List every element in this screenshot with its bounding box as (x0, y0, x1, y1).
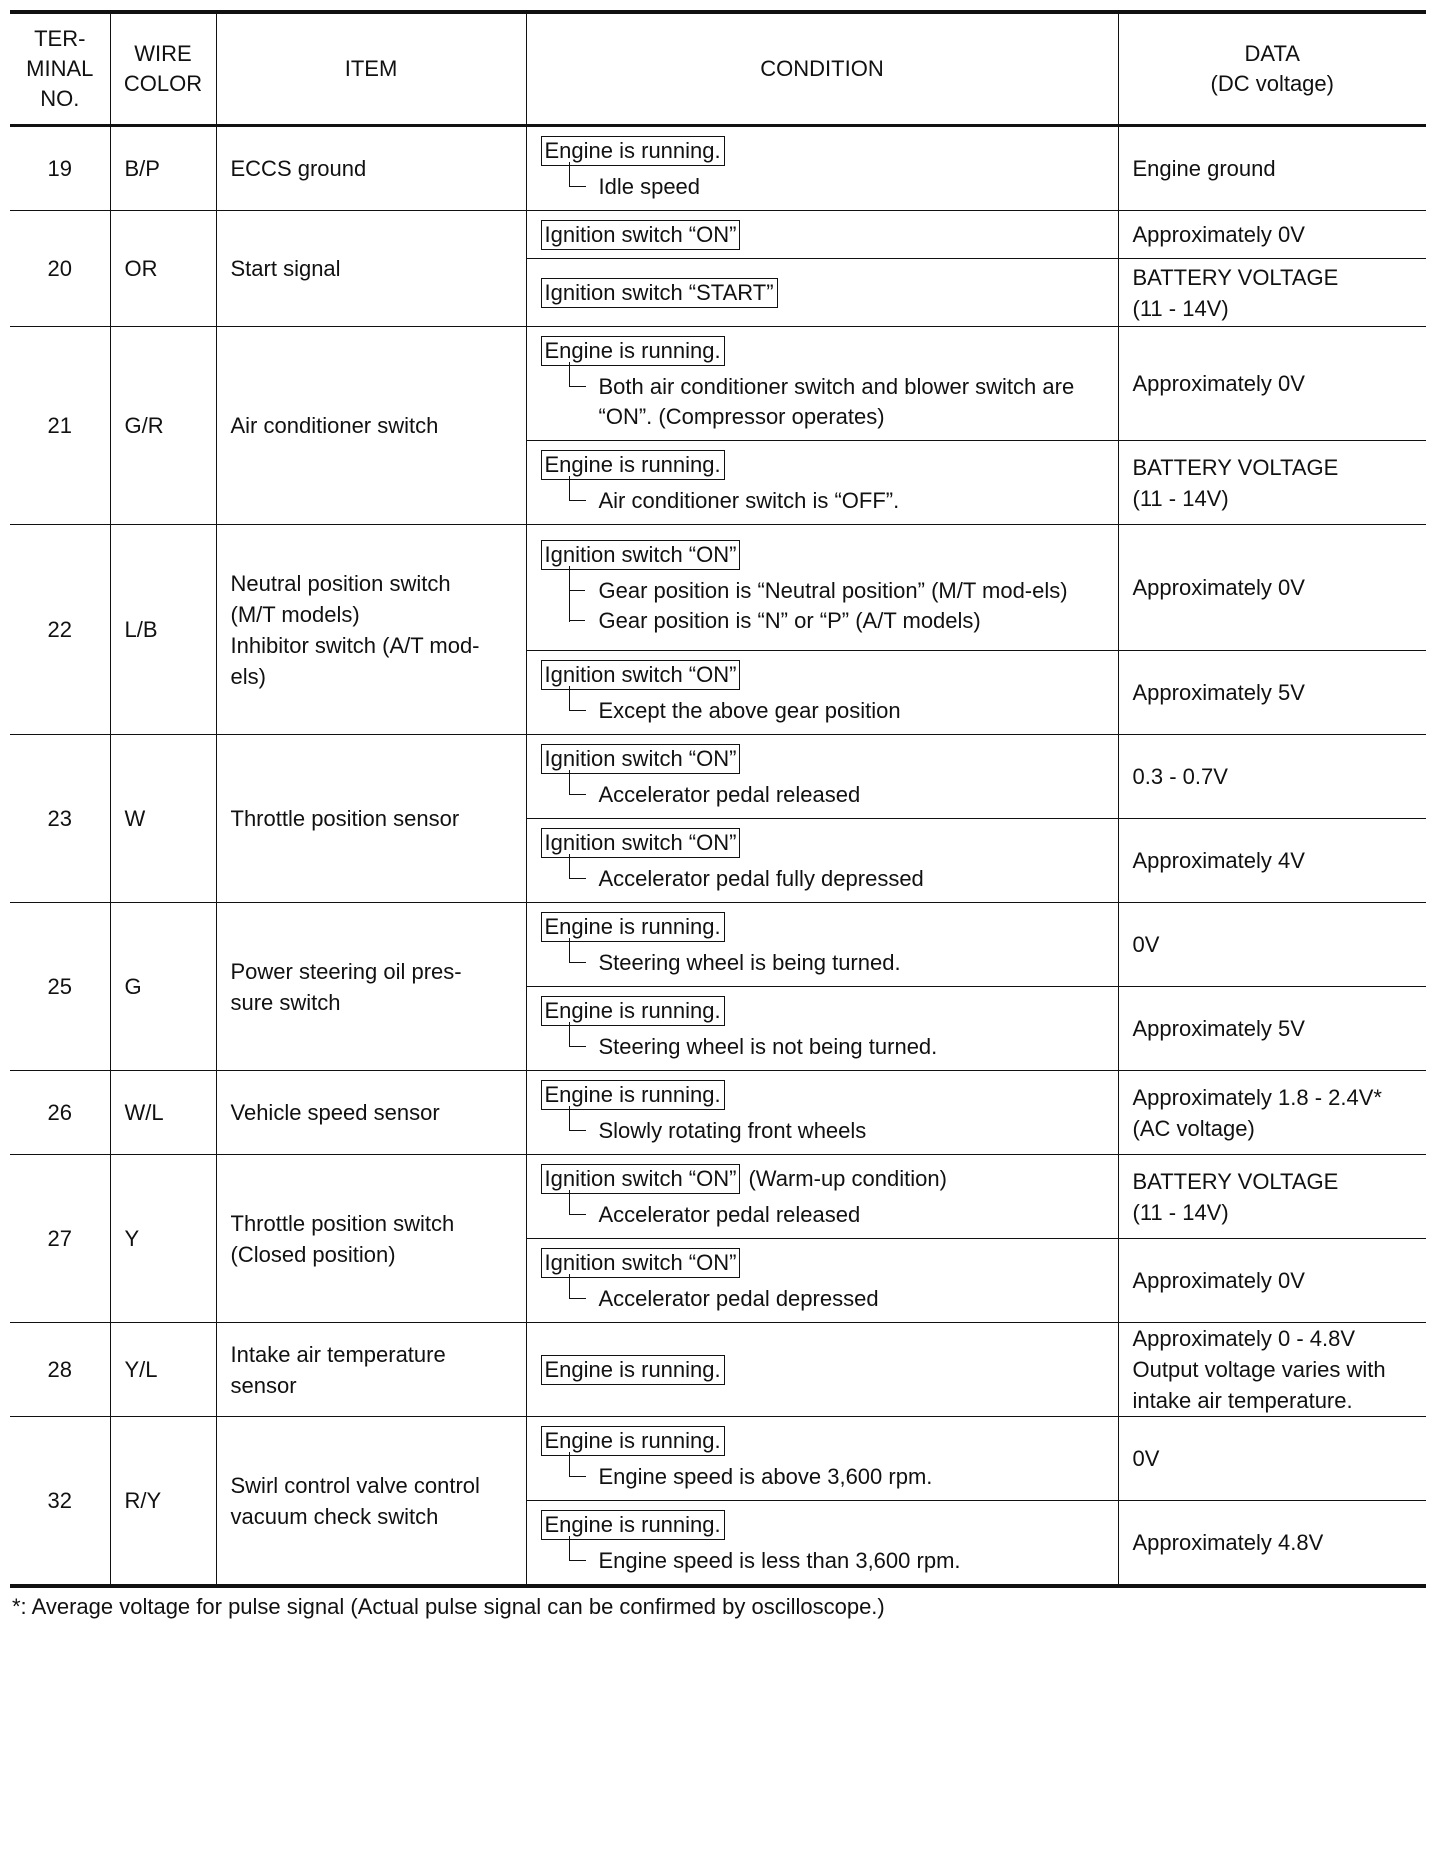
item-line: Start signal (230, 256, 341, 281)
data-cell (1118, 1071, 1426, 1155)
condition-head (541, 277, 1108, 308)
data-cell (1118, 1501, 1426, 1587)
condition-cell (526, 651, 1118, 735)
header-terminal (10, 12, 110, 126)
condition-subitems (569, 1546, 1108, 1576)
item-cell (216, 1155, 526, 1323)
item-cell (216, 211, 526, 327)
table-row (10, 327, 1426, 441)
data-cell (1118, 903, 1426, 987)
terminal-number: 22 (10, 525, 110, 735)
condition-subitem: Except the above gear position (569, 696, 1108, 726)
condition-head (541, 911, 1108, 942)
item-cell (216, 126, 526, 211)
table-row (10, 126, 1426, 211)
condition-box: Engine is running. (541, 912, 725, 942)
data-cell (1118, 1417, 1426, 1501)
data-line: BATTERY VOLTAGE (1132, 1168, 1339, 1194)
condition-cell (526, 441, 1118, 525)
item-line: Swirl control valve control (230, 1472, 480, 1498)
condition-box: Ignition switch “ON” (541, 540, 741, 570)
condition-subitem: Accelerator pedal fully depressed (569, 864, 1108, 894)
condition-box: Ignition switch “ON” (541, 1164, 741, 1194)
header-row (10, 12, 1426, 126)
condition-cell (526, 1501, 1118, 1587)
wire-color: G (110, 903, 216, 1071)
item-line: vacuum check switch (230, 1503, 439, 1529)
item-line: Throttle position sensor (230, 806, 460, 831)
data-line: 0V (1132, 932, 1160, 957)
condition-subitem: Air conditioner switch is “OFF”. (569, 486, 1108, 516)
table-row (10, 903, 1426, 987)
condition-subitem: Slowly rotating front wheels (569, 1116, 1108, 1146)
item-line: Neutral position switch (230, 570, 451, 596)
condition-subitem: Steering wheel is being turned. (569, 948, 1108, 978)
data-cell (1118, 126, 1426, 211)
item-line: Vehicle speed sensor (230, 1100, 440, 1125)
condition-head (541, 743, 1108, 774)
item-line: (M/T models) (230, 601, 360, 627)
header-condition-label: CONDITION (760, 56, 884, 81)
wire-color: W/L (110, 1071, 216, 1155)
condition-cell (526, 211, 1118, 259)
condition-box: Engine is running. (541, 1355, 725, 1385)
condition-head (541, 827, 1108, 858)
condition-subitems (569, 1116, 1108, 1146)
condition-subitem: Idle speed (569, 172, 1108, 202)
condition-cell (526, 525, 1118, 651)
terminal-number: 32 (10, 1417, 110, 1587)
data-line: Approximately 0V (1132, 575, 1305, 600)
table-row (10, 735, 1426, 819)
data-line: Approximately 5V (1132, 680, 1305, 705)
condition-box: Engine is running. (541, 450, 725, 480)
condition-box: Ignition switch “START” (541, 278, 778, 308)
data-line: (11 - 14V) (1132, 295, 1229, 321)
condition-head (541, 1425, 1108, 1456)
condition-box: Ignition switch “ON” (541, 660, 741, 690)
data-line: (11 - 14V) (1132, 485, 1229, 511)
wire-color: Y (110, 1155, 216, 1323)
header-data (1118, 12, 1426, 126)
item-cell (216, 1323, 526, 1417)
terminal-number: 28 (10, 1323, 110, 1417)
table-row (10, 1323, 1426, 1417)
header-condition (526, 12, 1118, 126)
data-line: (AC voltage) (1132, 1115, 1255, 1141)
data-line: Engine ground (1132, 156, 1276, 181)
data-cell (1118, 211, 1426, 259)
condition-subitems (569, 486, 1108, 516)
condition-head (541, 449, 1108, 480)
item-line: Intake air temperature (230, 1341, 446, 1367)
item-cell (216, 903, 526, 1071)
item-line: (Closed position) (230, 1241, 396, 1267)
data-line: Approximately 0V (1132, 222, 1305, 247)
item-cell (216, 327, 526, 525)
condition-cell (526, 327, 1118, 441)
condition-box: Engine is running. (541, 336, 725, 366)
condition-head (541, 1509, 1108, 1540)
condition-subitem: Steering wheel is not being turned. (569, 1032, 1108, 1062)
data-cell (1118, 441, 1426, 525)
condition-head (541, 1354, 1108, 1385)
header-wire-line: WIRE (134, 41, 192, 66)
header-wire-line: COLOR (123, 71, 203, 96)
header-terminal-line: MINAL (26, 56, 94, 81)
header-terminal-line: NO. (40, 86, 80, 111)
item-line: sensor (230, 1372, 297, 1398)
header-item (216, 12, 526, 126)
data-cell (1118, 525, 1426, 651)
item-cell (216, 1071, 526, 1155)
condition-subitems (569, 948, 1108, 978)
condition-subitem: Accelerator pedal released (569, 780, 1108, 810)
condition-cell (526, 1417, 1118, 1501)
terminal-number: 19 (10, 126, 110, 211)
wire-color: G/R (110, 327, 216, 525)
condition-subitems (569, 172, 1108, 202)
item-line: sure switch (230, 989, 341, 1015)
terminal-number: 26 (10, 1071, 110, 1155)
terminal-number: 21 (10, 327, 110, 525)
condition-cell (526, 126, 1118, 211)
table-row (10, 211, 1426, 259)
wire-color: B/P (110, 126, 216, 211)
condition-box: Engine is running. (541, 136, 725, 166)
condition-cell (526, 987, 1118, 1071)
item-line: Throttle position switch (230, 1210, 455, 1236)
data-cell (1118, 259, 1426, 327)
condition-head (541, 659, 1108, 690)
header-terminal-line: TER- (34, 26, 86, 51)
condition-cell (526, 1239, 1118, 1323)
condition-box: Ignition switch “ON” (541, 1248, 741, 1278)
condition-subitem: Engine speed is less than 3,600 rpm. (569, 1546, 1108, 1576)
data-line: Approximately 4V (1132, 848, 1305, 873)
condition-head (541, 1079, 1108, 1110)
item-line: els) (230, 663, 266, 689)
condition-cell (526, 259, 1118, 327)
header-data-line: (DC voltage) (1210, 71, 1334, 96)
condition-head (541, 135, 1108, 166)
condition-box: Ignition switch “ON” (541, 220, 741, 250)
condition-box: Engine is running. (541, 996, 725, 1026)
table-row (10, 525, 1426, 651)
condition-subitems (569, 696, 1108, 726)
data-line: 0.3 - 0.7V (1132, 764, 1228, 789)
item-cell (216, 525, 526, 735)
table-row (10, 1417, 1426, 1501)
condition-cell (526, 735, 1118, 819)
condition-box: Ignition switch “ON” (541, 744, 741, 774)
wire-color: OR (110, 211, 216, 327)
condition-subitem: Engine speed is above 3,600 rpm. (569, 1462, 1108, 1492)
item-line: Power steering oil pres- (230, 958, 462, 984)
data-line: Approximately 0V (1132, 1268, 1305, 1293)
data-line: Approximately 5V (1132, 1016, 1305, 1041)
data-line: (11 - 14V) (1132, 1199, 1229, 1225)
footnote: *: Average voltage for pulse signal (Actual pulse signal can be confirmed by oscilloscope.) (12, 1594, 885, 1619)
terminal-number: 20 (10, 211, 110, 327)
condition-cell (526, 1155, 1118, 1239)
data-line: intake air temperature. (1132, 1388, 1353, 1413)
condition-head (541, 995, 1108, 1026)
condition-subitem: Gear position is “Neutral position” (M/T mod-els) (569, 576, 1108, 606)
data-cell (1118, 651, 1426, 735)
condition-subitems (569, 1462, 1108, 1492)
condition-head (541, 1247, 1108, 1278)
condition-cell (526, 903, 1118, 987)
terminal-number: 23 (10, 735, 110, 903)
condition-subitem: Accelerator pedal depressed (569, 1284, 1108, 1314)
data-line: Output voltage varies with (1132, 1357, 1386, 1382)
condition-box: Ignition switch “ON” (541, 828, 741, 858)
condition-box: Engine is running. (541, 1510, 725, 1540)
table-row (10, 1071, 1426, 1155)
terminal-number: 25 (10, 903, 110, 1071)
data-cell (1118, 1323, 1426, 1417)
condition-head (541, 335, 1108, 366)
wire-color: L/B (110, 525, 216, 735)
condition-box: Engine is running. (541, 1080, 725, 1110)
item-line: ECCS ground (230, 156, 367, 181)
table-row (10, 1155, 1426, 1239)
condition-subitems (569, 576, 1108, 636)
item-line: Inhibitor switch (A/T mod- (230, 632, 480, 658)
data-line: 0V (1132, 1446, 1160, 1471)
data-line: BATTERY VOLTAGE (1132, 264, 1339, 290)
data-cell (1118, 735, 1426, 819)
terminal-number: 27 (10, 1155, 110, 1323)
data-cell (1118, 987, 1426, 1071)
condition-subitems (569, 780, 1108, 810)
wire-color: Y/L (110, 1323, 216, 1417)
data-cell (1118, 1239, 1426, 1323)
header-wire-color (110, 12, 216, 126)
condition-head (541, 539, 1108, 570)
data-line: Approximately 1.8 - 2.4V* (1132, 1084, 1382, 1110)
table-body (10, 126, 1426, 1587)
condition-subitem: Gear position is “N” or “P” (A/T models) (569, 606, 1108, 636)
condition-cell (526, 1323, 1118, 1417)
data-line: BATTERY VOLTAGE (1132, 454, 1339, 480)
data-cell (1118, 819, 1426, 903)
data-line: Approximately 0V (1132, 371, 1305, 396)
condition-subitem: Both air conditioner switch and blower switch are “ON”. (Compressor operates) (569, 372, 1108, 432)
condition-subitems (569, 864, 1108, 894)
item-cell (216, 735, 526, 903)
wire-color: R/Y (110, 1417, 216, 1587)
wire-color: W (110, 735, 216, 903)
data-line: Approximately 4.8V (1132, 1530, 1324, 1555)
condition-cell (526, 819, 1118, 903)
condition-subitem: Accelerator pedal released (569, 1200, 1108, 1230)
condition-subitems (569, 1284, 1108, 1314)
condition-subitems (569, 372, 1108, 432)
item-line: Air conditioner switch (230, 413, 439, 438)
condition-subitems (569, 1032, 1108, 1062)
condition-note: (Warm-up condition) (748, 1166, 947, 1191)
data-line: Approximately 0 - 4.8V (1132, 1326, 1356, 1351)
header-item-label: ITEM (344, 56, 398, 81)
terminal-data-table (10, 10, 1426, 1588)
condition-head (541, 1163, 1108, 1194)
document (10, 10, 1426, 1620)
condition-box: Engine is running. (541, 1426, 725, 1456)
condition-head (541, 219, 1108, 250)
item-cell (216, 1417, 526, 1587)
condition-cell (526, 1071, 1118, 1155)
condition-subitems (569, 1200, 1108, 1230)
data-cell (1118, 327, 1426, 441)
header-data-line: DATA (1244, 41, 1300, 66)
data-cell (1118, 1155, 1426, 1239)
